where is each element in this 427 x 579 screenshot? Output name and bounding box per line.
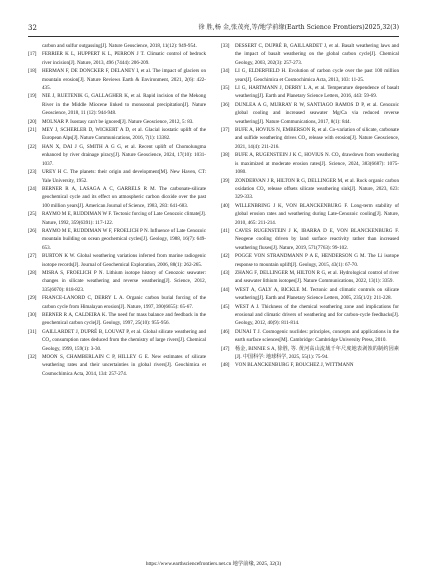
reference-text: MOON S, CHAMBERLAIN C P, HILLEY G E. New estimates of silicate weathering rates and their uncertainties in global rivers[J]. Geochimica et Cosmochimica Acta, 2014, 134: 257-274.	[42, 354, 206, 377]
reference-number: [45]	[221, 303, 230, 310]
reference-number: [29]	[28, 295, 37, 302]
reference-entry	[221, 42, 399, 67]
reference-entry	[28, 67, 206, 92]
running-title: 徐 胜,杨 金,张茂亮,等/地学前缘(Earth Science Frontiers)2025,32(3)	[198, 24, 399, 31]
reference-text: WEST A J. Thickness of the chemical weathering zone and implications for erosional and climatic drivers of weathering and for carbon-cycle feedbacks[J]. Geology, 2012, 40(9): 811-814.	[235, 303, 399, 327]
reference-number: [27]	[28, 253, 37, 260]
reference-entry	[28, 118, 206, 126]
reference-number: [44]	[221, 286, 230, 293]
reference-number: [23]	[28, 169, 37, 176]
reference-number: [47]	[221, 345, 230, 352]
reference-entry	[28, 50, 206, 67]
reference-number: [20]	[28, 118, 37, 125]
reference-number: [21]	[28, 127, 37, 134]
reference-number: [37]	[221, 127, 230, 134]
reference-number: [48]	[221, 362, 230, 369]
reference-text: BUFE A, HOVIUS N, EMBERSON R, et al. Co-variation of silicate, carbonate and sulfide weathering drives CO₂ release with erosion[J]. Nature Geoscience, 2021, 14(4): 211-216.	[235, 127, 399, 150]
reference-number: [34]	[221, 68, 230, 75]
reference-entry	[28, 227, 206, 252]
reference-entry	[28, 328, 206, 353]
reference-text: FRANCE-LANORD C, DERRY L A. Organic carbon burial forcing of the carbon cycle from Himalayan erosion[J]. Nature, 1997, 390(6655): 65-67.	[42, 295, 206, 310]
reference-number: [17]	[28, 51, 37, 58]
reference-entry	[221, 227, 399, 252]
reference-entry	[28, 126, 206, 143]
reference-text: DUNLEA A G, MURRAY R W, SANTIAGO RAMOS D P, et al. Cenozoic global cooling and increased seawater Mg/Ca via reduced reverse weathering[J]. Nature Communications, 2017, 8(1): 844.	[235, 101, 399, 125]
reference-text: GAILLARDET J, DUPRÉ B, LOUVAT P, et al. Global silicate weathering and CO₂ consumption rates deduced from the chemistry of large rivers[J]. Chemical Geology, 1999, 159(1): 3-30.	[42, 328, 206, 352]
reference-text: LI G, HARTMANN J, DERRY L A, et al. Temperature dependence of basalt weathering[J]. Earth and Planetary Science Letters, 2016, 443: 59-69.	[235, 85, 399, 100]
reference-entry	[221, 177, 399, 202]
reference-entry	[28, 168, 206, 185]
reference-entry	[28, 269, 206, 294]
reference-text: LI G, ELDERFIELD H. Evolution of carbon cycle over the past 100 million years[J]. Geochimica et Cosmochimica Acta, 2013, 103: 11-25.	[235, 68, 399, 83]
reference-text: ZONDERVAN J R, HILTON R G, DELLINGER M, et al. Rock organic carbon oxidation CO₂ release offsets silicate weathering sink[J]. Nature, 2023, 623: 329-333.	[235, 177, 399, 201]
reference-text: NIE J, RUETENIK G, GALLAGHER K, et al. Rapid incision of the Mekong River in the Middle Miocene linked to monsoonal precipitation[J]. Nature Geoscience, 2018, 11 (12): 944-948.	[42, 93, 206, 117]
reference-number: [43]	[221, 269, 230, 276]
reference-text: HAN X, DAI J G, SMITH A G G, et al. Recent uplift of Chomolungma enhanced by river drainage piracy[J]. Nature Geoscience, 2024, 17(10): 1031-1037.	[42, 143, 206, 167]
reference-text: MISRA S, FROELICH P N. Lithium isotope history of Cenozoic seawater: changes in silicate weathering and reverse weathering[J]. Science, 2012, 335(6070): 818-823.	[42, 269, 206, 293]
reference-text: BUFE A, RUGENSTEIN J K C, HOVIUS N. CO₂ drawdown from weathering is maximized at moderate erosion rates[J]. Science, 2024, 383(6687): 1075-1080.	[235, 152, 399, 176]
reference-entry	[221, 252, 399, 269]
reference-entry	[28, 353, 206, 378]
reference-entry	[221, 202, 399, 227]
reference-entry	[28, 92, 206, 117]
reference-entry	[221, 361, 399, 369]
reference-text: BERNER R A, CALDEIRA K. The need for mass balance and feedback in the geochemical carbon cycle[J]. Geology, 1997, 25(10): 955-956.	[42, 312, 206, 327]
reference-number: [26]	[28, 227, 37, 234]
reference-number: [32]	[28, 354, 37, 361]
reference-entry	[221, 67, 399, 84]
reference-text: POGGE VON STRANDMANN P A E, HENDERSON G M. The Li isotope response to mountain uplift[J]. Geology, 2015, 43(1): 67-70.	[235, 253, 399, 268]
reference-entry	[221, 303, 399, 328]
reference-text: BURTON K W. Global weathering variations inferred from marine radiogenic isotope records[J]. Journal of Geochemical Exploration, 2006, 88(1): 262-265.	[42, 253, 206, 268]
page-footer: https://www.earthsciencefrontiers.net.cn 地学前缘, 2025, 32(3)	[145, 561, 282, 567]
page-number: 32	[28, 24, 37, 32]
reference-entry	[221, 269, 399, 286]
reference-text: WEST A, GALY A, BICKLE M. Tectonic and climatic controls on silicate weathering[J]. Earth and Planetary Science Letters, 2005, 235(1/2): 211-228.	[235, 286, 399, 302]
reference-number: [35]	[221, 85, 230, 92]
reference-text: BERNER R A, LASAGA A C, GARRELS R M. The carbonate-silicate geochemical cycle and its effect on atmospheric carbon dioxide over the past 100 million years[J]. American Journal of Science, 1983, 283: 641-683.	[42, 185, 206, 209]
reference-entry	[221, 126, 399, 151]
reference-text: MOLNAR P. Isostasy can't be ignored[J]. Nature Geoscience, 2012, 5: 83.	[42, 118, 194, 125]
reference-number: [38]	[221, 152, 230, 159]
reference-text: RAYMO M E, RUDDIMAN W F. Tectonic forcing of Late Cenozoic climate[J]. Nature, 1992, 359(6391): 117-122.	[42, 211, 206, 226]
reference-entry	[221, 151, 399, 176]
reference-number: [40]	[221, 202, 230, 209]
reference-entry	[28, 252, 206, 269]
reference-number: [41]	[221, 227, 230, 234]
reference-entry	[28, 294, 206, 311]
reference-entry	[28, 210, 206, 227]
reference-number: [24]	[28, 185, 37, 192]
reference-text: ZHANG F, DELLINGER M, HILTON R G, et al. Hydrological control of river and seawater lithium isotopes[J]. Nature Communications, 2022, 13(1): 3359.	[235, 269, 399, 285]
reference-entry	[221, 345, 399, 362]
reference-text: HERMAN F, DE DONCKER F, DELANEY I, et al. The impact of glaciers on mountain erosion[J]. Nature Reviews Earth & Environment, 2021, 2(6): 422-435.	[42, 68, 206, 92]
references-left-column	[28, 42, 206, 547]
reference-entry	[221, 286, 399, 303]
reference-number: [33]	[221, 43, 230, 49]
reference-text: FERRIER K L, HUPPERT K L, PERRON J T. Climatic control of bedrock river incision[J]. Nature, 2013, 496 (7444): 206-209.	[42, 51, 206, 66]
reference-text: VON BLANCKENBURG F, BOUCHEZ J, WITTMANN	[235, 362, 354, 369]
reference-number: [42]	[221, 253, 230, 260]
reference-number: [28]	[28, 269, 37, 276]
reference-text: WILLENBRING J K, VON BLANCKENBURG F. Long-term stability of global erosion rates and weathering during Late-Cenozoic cooling[J]. Nature, 2010, 465: 211-214.	[235, 202, 399, 226]
reference-text: 杨金, BINNIE S A, 徐胜, 等. 黄河高山流域千年尺度地表剥蚀的制约因素[J]. 中国科学: 地球科学, 2025, 55(1): 75-94.	[235, 345, 399, 361]
reference-number: [46]	[221, 328, 230, 335]
reference-entry	[221, 101, 399, 126]
page-header	[28, 22, 399, 34]
reference-text: DUNAI T J. Cosmogenic nuclides: principles, concepts and applications in the earth surface sciences[M]. Cambridge: Cambridge University Press, 2010.	[235, 328, 399, 344]
references-right-column	[221, 42, 399, 547]
reference-entry	[28, 143, 206, 168]
reference-number: [19]	[28, 93, 37, 100]
reference-number: [22]	[28, 143, 37, 150]
reference-text: UREY H C. The planets: their origin and development[M]. New Haven, CT: Yale University, 1952.	[42, 169, 206, 184]
reference-number: [31]	[28, 328, 37, 335]
reference-number: [30]	[28, 312, 37, 318]
reference-entry	[28, 42, 206, 50]
reference-number: [39]	[221, 177, 230, 184]
reference-number: [36]	[221, 101, 230, 108]
reference-text: DESSERT C, DUPRÉ B, GAILLARDET J, et al. Basalt weathering laws and the impact of basalt weathering on the global carbon cycle[J]. Chemical Geology, 2003, 202(3): 257-273.	[235, 43, 399, 66]
reference-text: RAYMO M E, RUDDIMAN W F, FROELICH P N. Influence of Late Cenozoic mountain building on ocean geochemical cycles[J]. Geology, 1988, 16(7): 649-653.	[42, 227, 206, 251]
reference-number: [18]	[28, 68, 37, 75]
reference-entry	[28, 185, 206, 210]
reference-entry	[28, 311, 206, 328]
reference-text: MEY J, SCHERLER D, WICKERT A D, et al. Glacial isostatic uplift of the European Alps[J]. Nature Communications, 2016, 7(1): 13382.	[42, 127, 206, 142]
reference-text: CAVES RUGENSTEIN J K, IBARRA D E, VON BLANCKENBURG F. Neogene cooling driven by land surface reactivity rather than increased weathering fluxes[J]. Nature, 2019, 571(7763): 99-102.	[235, 227, 399, 251]
reference-entry	[221, 84, 399, 101]
reference-entry	[221, 328, 399, 345]
header-rule	[28, 36, 399, 37]
reference-text: carbon and sulfur outgassing[J]. Nature Geoscience, 2018, 11(12): 949-954.	[42, 43, 197, 49]
reference-number: [25]	[28, 211, 37, 218]
